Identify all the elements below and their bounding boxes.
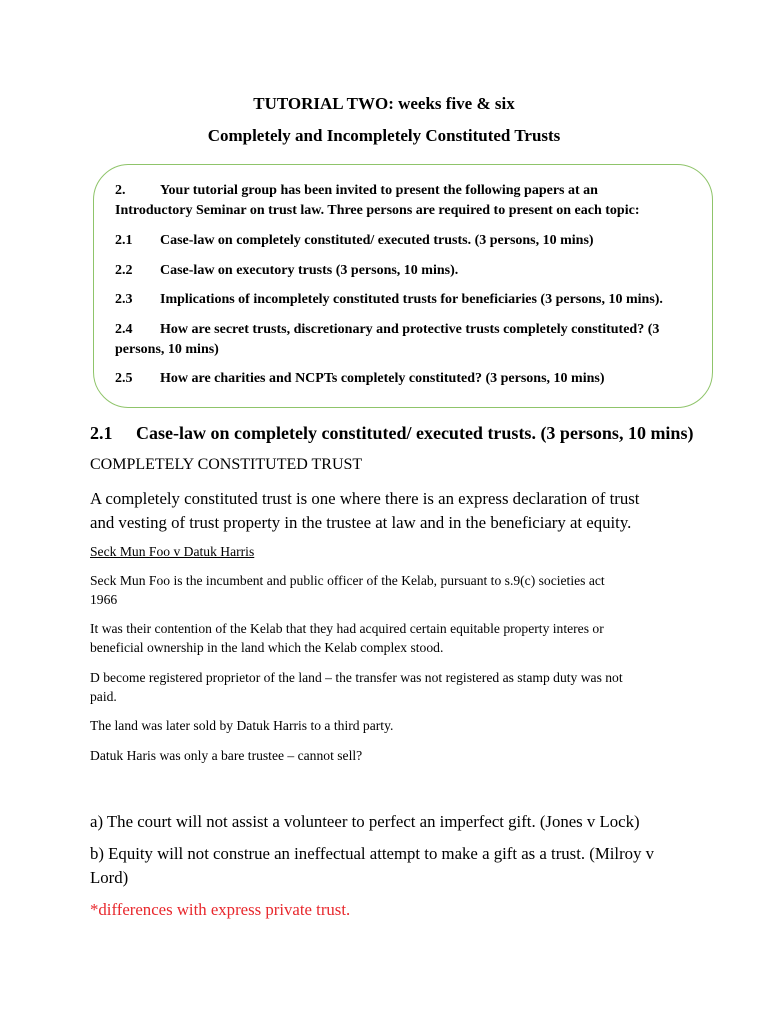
topic-text: How are secret trusts, discretionary and protective trusts completely constituted? (3: [160, 322, 660, 337]
fact-paragraph-line-1: D become registered proprietor of the land – the transfer was not registered as stamp duty was not: [90, 670, 623, 685]
topic-text: Implications of incompletely constituted trusts for beneficiaries (3 persons, 10 mins).: [160, 292, 663, 307]
topic-item-continuation: persons, 10 mins): [115, 342, 219, 357]
page-title: TUTORIAL TWO: weeks five & six: [253, 94, 515, 113]
definition-line-2: and vesting of trust property in the trustee at law and in the beneficiary at equity.: [90, 513, 632, 532]
case-name-text: Seck Mun Foo v Datuk Harris: [90, 544, 255, 559]
topic-text: Case-law on executory trusts (3 persons, 10 mins).: [160, 263, 459, 278]
section-heading: [90, 422, 693, 444]
topic-number: 2.4: [115, 322, 133, 337]
principle-b-line-2: Lord): [90, 868, 129, 887]
topic-number: 2.1: [115, 233, 133, 248]
topic-item: [115, 320, 693, 340]
topic-text: How are charities and NCPTs completely constituted? (3 persons, 10 mins): [160, 371, 605, 386]
question-number: 2.: [115, 183, 126, 198]
topic-number: 2.3: [115, 292, 133, 307]
topic-item: [115, 261, 693, 281]
definition-line-1: A completely constituted trust is one where there is an express declaration of trust: [90, 489, 640, 508]
principle-b-line-1: b) Equity will not construe an ineffectual attempt to make a gift as a trust. (Milroy v: [90, 844, 655, 863]
question-intro-line-2: Introductory Seminar on trust law. Three persons are required to present on each topic:: [115, 203, 640, 218]
topic-number: 2.5: [115, 371, 133, 386]
topic-text: Case-law on completely constituted/ executed trusts. (3 persons, 10 mins): [160, 233, 594, 248]
fact-paragraph-line-2: beneficial ownership in the land which the Kelab complex stood.: [90, 640, 444, 655]
topic-item: [115, 290, 693, 310]
section-number: 2.1: [90, 423, 113, 443]
question-intro-line-1: [115, 181, 693, 201]
topic-number: 2.2: [115, 263, 133, 278]
fact-paragraph-line-1: It was their contention of the Kelab that they had acquired certain equitable property interes or: [90, 621, 604, 636]
page-subtitle: Completely and Incompletely Constituted Trusts: [207, 126, 561, 145]
section-heading-text: Case-law on completely constituted/ executed trusts. (3 persons, 10 mins): [136, 423, 694, 443]
fact-paragraph-line-2: 1966: [90, 592, 118, 607]
fact-paragraph-line-2: paid.: [90, 689, 117, 704]
fact-paragraph: The land was later sold by Datuk Harris to a third party.: [90, 718, 394, 733]
principle-a: a) The court will not assist a volunteer to perfect an imperfect gift. (Jones v Lock): [90, 812, 640, 831]
topic-item: [115, 369, 693, 389]
topic-item: [115, 231, 693, 251]
case-name: [90, 542, 690, 562]
highlighted-note: *differences with express private trust.: [90, 900, 351, 919]
subsection-heading: COMPLETELY CONSTITUTED TRUST: [90, 456, 363, 473]
fact-paragraph: Datuk Haris was only a bare trustee – cannot sell?: [90, 748, 363, 763]
fact-paragraph-line-1: Seck Mun Foo is the incumbent and public officer of the Kelab, pursuant to s.9(c) societies act: [90, 573, 605, 588]
question-intro-text-1: Your tutorial group has been invited to present the following papers at an: [160, 183, 598, 198]
